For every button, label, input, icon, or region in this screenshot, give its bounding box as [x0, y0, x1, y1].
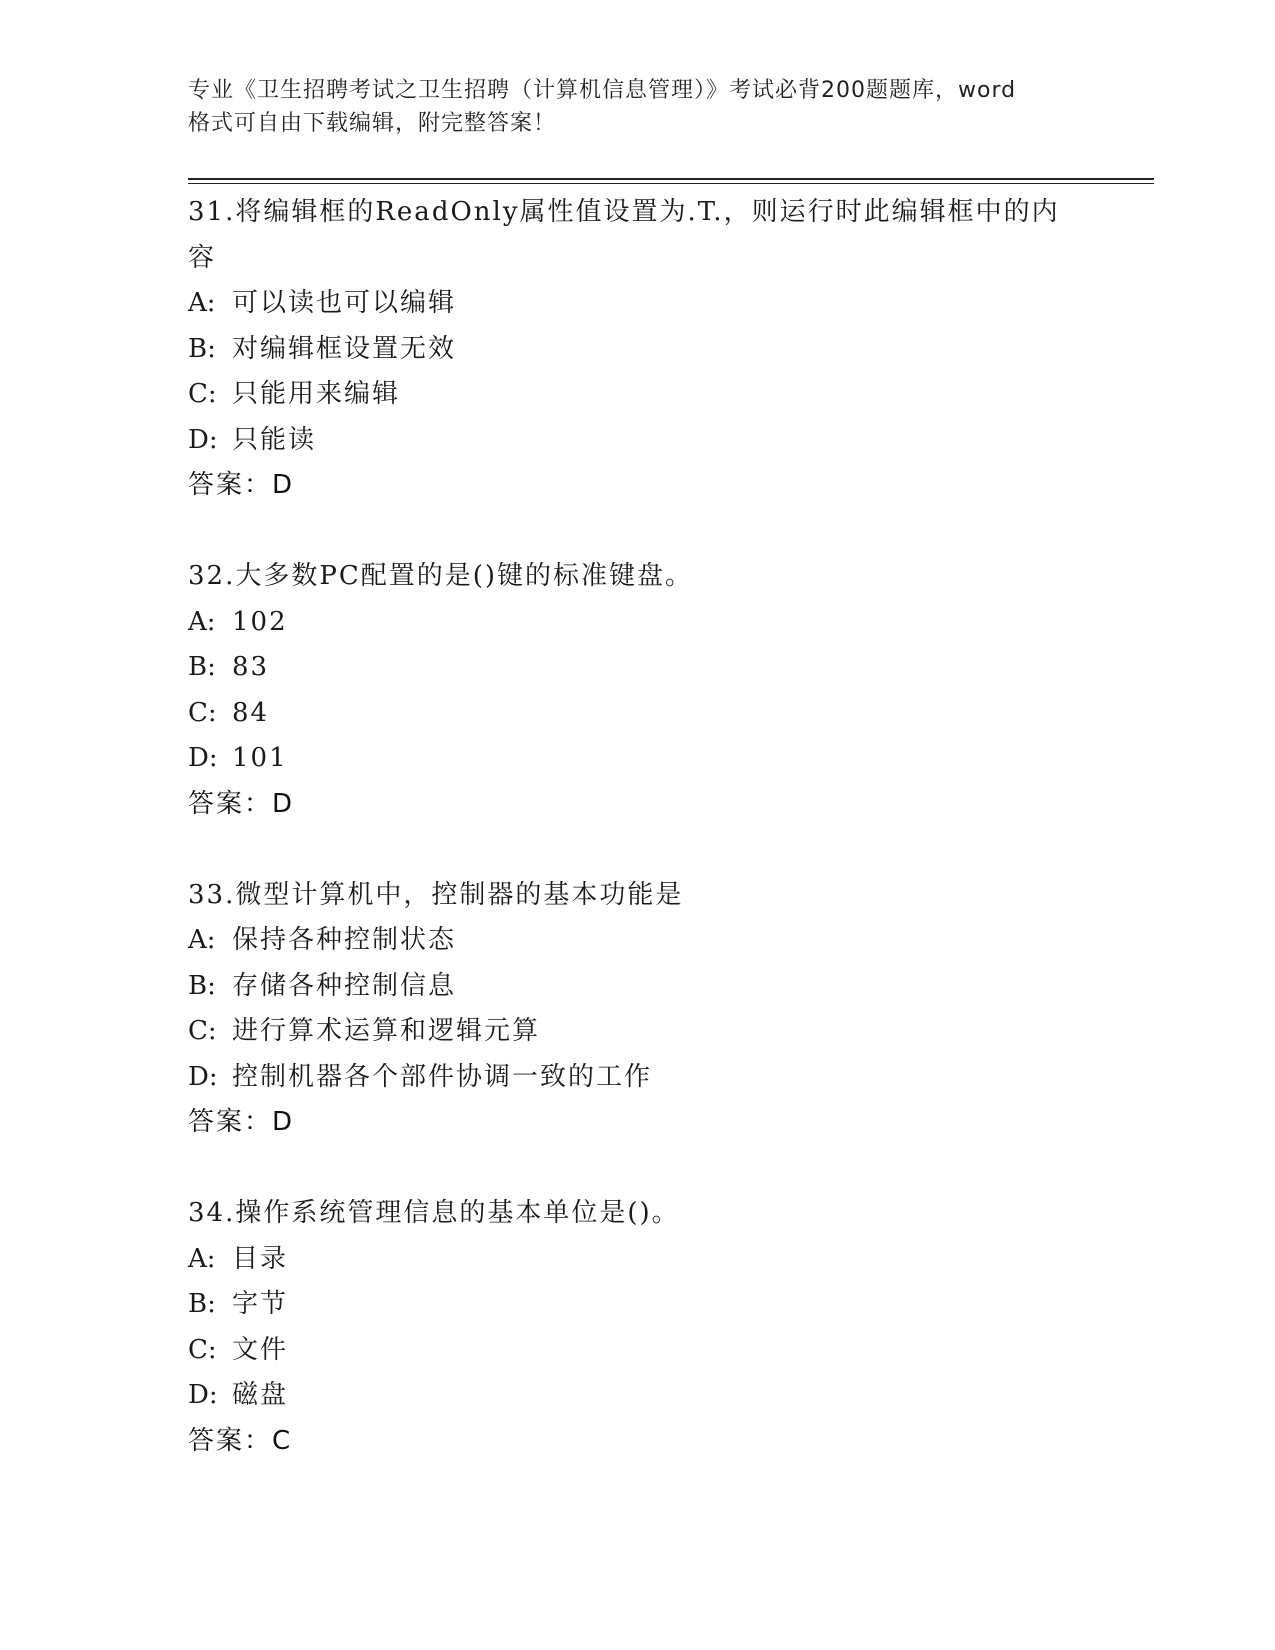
question-32	[188, 554, 1088, 827]
option-text: 只能读	[232, 424, 317, 455]
document-header	[188, 74, 1088, 140]
option-text: 字节	[232, 1289, 289, 1319]
question-list	[188, 190, 1088, 1510]
option-text: 目录	[232, 1243, 289, 1274]
option-key: C:	[188, 379, 217, 409]
question-text: 33.微型计算机中，控制器的基本功能是	[188, 879, 684, 910]
option-key: B:	[188, 970, 216, 1001]
option-b	[188, 645, 1088, 691]
option-b	[188, 327, 1088, 373]
header-line-1: 专业《卫生招聘考试之卫生招聘（计算机信息管理）》考试必背200题题库，word	[188, 78, 1017, 103]
question-text: 32.大多数PC配置的是()键的标准键盘。	[188, 561, 694, 591]
option-a	[188, 600, 1088, 646]
option-b	[188, 964, 1088, 1010]
question-34	[188, 1191, 1088, 1464]
answer: 答案：D	[188, 1107, 295, 1137]
option-text: 只能用来编辑	[232, 379, 401, 409]
option-text: 83	[232, 652, 270, 682]
option-text: 进行算术运算和逻辑元算	[232, 1016, 541, 1046]
option-key: B:	[188, 652, 216, 682]
answer: 答案：D	[188, 788, 295, 819]
option-key: C:	[188, 1334, 217, 1365]
option-text: 保持各种控制状态	[232, 925, 457, 955]
option-d	[188, 736, 1088, 782]
option-b	[188, 1282, 1088, 1328]
option-c	[188, 691, 1088, 737]
option-key: B:	[188, 1289, 216, 1319]
option-text: 存储各种控制信息	[232, 970, 457, 1001]
option-text: 控制机器各个部件协调一致的工作	[232, 1061, 653, 1092]
option-text: 101	[232, 743, 288, 773]
option-a	[188, 918, 1088, 964]
option-d	[188, 1055, 1088, 1101]
option-c	[188, 1009, 1088, 1055]
option-key: C:	[188, 1016, 217, 1046]
answer: 答案：C	[188, 1425, 293, 1456]
option-key: D:	[188, 1380, 218, 1410]
question-text: 34.操作系统管理信息的基本单位是()。	[188, 1198, 680, 1228]
option-a	[188, 281, 1088, 327]
option-key: C:	[188, 697, 217, 728]
option-d	[188, 418, 1088, 464]
header-divider-thick	[188, 178, 1154, 180]
option-text: 102	[232, 606, 288, 637]
option-key: D:	[188, 1061, 218, 1092]
option-text: 文件	[232, 1334, 289, 1365]
option-c	[188, 1328, 1088, 1374]
option-text: 84	[232, 697, 270, 728]
header-line-2: 格式可自由下载编辑，附完整答案！	[188, 111, 557, 136]
option-c	[188, 372, 1088, 418]
option-text: 对编辑框设置无效	[232, 333, 457, 364]
option-key: D:	[188, 424, 218, 455]
question-31	[188, 190, 1088, 508]
option-key: A:	[188, 925, 216, 955]
option-text: 磁盘	[232, 1380, 289, 1410]
option-key: B:	[188, 333, 216, 364]
option-key: A:	[188, 1243, 216, 1274]
option-text: 可以读也可以编辑	[232, 288, 457, 318]
question-33	[188, 873, 1088, 1146]
option-key: D:	[188, 743, 218, 773]
header-divider-thin	[188, 183, 1154, 184]
question-text: 31.将编辑框的ReadOnly属性值设置为.T.，则运行时此编辑框中的内容	[188, 197, 1060, 273]
answer: 答案：D	[188, 470, 295, 500]
option-d	[188, 1373, 1088, 1419]
option-key: A:	[188, 288, 216, 318]
option-a	[188, 1237, 1088, 1283]
option-key: A:	[188, 606, 216, 637]
